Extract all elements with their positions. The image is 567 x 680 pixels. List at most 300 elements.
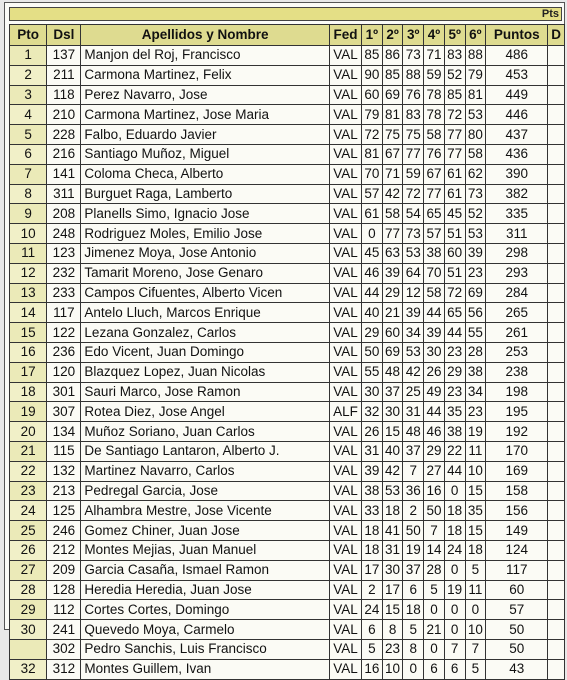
dsl-cell: 212 (47, 540, 81, 560)
dsl-cell: 128 (47, 580, 81, 600)
table-row (10, 422, 565, 442)
name-cell: Edo Vicent, Juan Domingo (81, 342, 330, 362)
name-cell: Garcia Casaña, Ismael Ramon (81, 560, 330, 580)
dsl-cell: 123 (47, 243, 81, 263)
round-1-cell: 32 (362, 402, 383, 422)
pto-cell: 7 (10, 164, 47, 184)
round-1-cell: 26 (362, 422, 383, 442)
round-4-cell: 71 (424, 46, 445, 66)
round-4-cell: 57 (424, 224, 445, 244)
table-row (10, 65, 565, 85)
name-cell: Quevedo Moya, Carmelo (81, 620, 330, 640)
round-4-cell: 78 (424, 105, 445, 125)
fed-cell: VAL (329, 184, 361, 204)
table-row (10, 461, 565, 481)
name-cell: Coloma Checa, Alberto (81, 164, 330, 184)
round-5-cell: 51 (444, 263, 465, 283)
dsl-cell: 233 (47, 283, 81, 303)
round-4-cell: 58 (424, 283, 445, 303)
round-5-cell: 24 (444, 540, 465, 560)
fed-cell: VAL (329, 164, 361, 184)
points-cell: 169 (486, 461, 548, 481)
round-4-cell: 44 (424, 303, 445, 323)
round-5-cell: 77 (444, 125, 465, 145)
round-5-cell: 18 (444, 521, 465, 541)
table-row (10, 105, 565, 125)
round-1-cell: 81 (362, 144, 383, 164)
table-row (10, 540, 565, 560)
dsl-cell: 120 (47, 362, 81, 382)
points-cell: 335 (486, 204, 548, 224)
round-6-cell: 28 (465, 342, 486, 362)
name-cell: Jimenez Moya, Jose Antonio (81, 243, 330, 263)
name-cell: Perez Navarro, Jose (81, 85, 330, 105)
name-cell: Cortes Cortes, Domingo (81, 600, 330, 620)
round-3-cell: 34 (403, 323, 424, 343)
round-3-cell: 59 (403, 164, 424, 184)
table-row (10, 125, 565, 145)
round-1-cell: 17 (362, 560, 383, 580)
table-row (10, 323, 565, 343)
points-cell: 198 (486, 382, 548, 402)
round-2-cell: 42 (382, 461, 403, 481)
fed-cell: VAL (329, 382, 361, 402)
pto-cell: 24 (10, 501, 47, 521)
round-1-cell: 33 (362, 501, 383, 521)
round-4-cell: 0 (424, 639, 445, 659)
fed-cell: VAL (329, 342, 361, 362)
pto-cell: 22 (10, 461, 47, 481)
fed-cell: VAL (329, 461, 361, 481)
d-cell (548, 283, 565, 303)
round-6-cell: 5 (465, 659, 486, 679)
pto-cell: 6 (10, 144, 47, 164)
dsl-cell: 132 (47, 461, 81, 481)
pto-cell: 12 (10, 263, 47, 283)
name-cell: Rodriguez Moles, Emilio Jose (81, 224, 330, 244)
fed-cell: VAL (329, 600, 361, 620)
round-5-cell: 52 (444, 65, 465, 85)
fed-cell: VAL (329, 441, 361, 461)
table-row (10, 342, 565, 362)
dsl-cell: 125 (47, 501, 81, 521)
round-6-cell: 19 (465, 422, 486, 442)
pto-cell: 10 (10, 224, 47, 244)
d-cell (548, 501, 565, 521)
round-1-cell: 45 (362, 243, 383, 263)
header-row (10, 25, 565, 46)
round-6-cell: 15 (465, 521, 486, 541)
round-6-cell: 5 (465, 560, 486, 580)
round-4-cell: 67 (424, 164, 445, 184)
round-4-cell: 49 (424, 382, 445, 402)
round-6-cell: 69 (465, 283, 486, 303)
round-5-cell: 35 (444, 402, 465, 422)
round-1-cell: 5 (362, 639, 383, 659)
fed-cell: VAL (329, 323, 361, 343)
round-5-cell: 0 (444, 560, 465, 580)
pto-cell: 16 (10, 342, 47, 362)
round-1-cell: 90 (362, 65, 383, 85)
table-row (10, 283, 565, 303)
fed-cell: VAL (329, 243, 361, 263)
round-2-cell: 42 (382, 184, 403, 204)
dsl-cell: 312 (47, 659, 81, 679)
round-4-cell: 21 (424, 620, 445, 640)
d-cell (548, 204, 565, 224)
table-row (10, 639, 565, 659)
d-cell (548, 481, 565, 501)
top-bar-label: Pts (541, 8, 559, 20)
round-2-cell: 69 (382, 85, 403, 105)
fed-cell: VAL (329, 521, 361, 541)
pto-cell: 30 (10, 620, 47, 640)
round-4-cell: 46 (424, 422, 445, 442)
round-5-cell: 6 (444, 659, 465, 679)
points-cell: 436 (486, 144, 548, 164)
dsl-cell: 211 (47, 65, 81, 85)
round-4-cell: 70 (424, 263, 445, 283)
round-2-cell: 69 (382, 342, 403, 362)
pto-cell: 5 (10, 125, 47, 145)
fed-cell: VAL (329, 501, 361, 521)
table-row (10, 580, 565, 600)
round-3-cell: 12 (403, 283, 424, 303)
header-round-3: 3º (403, 25, 424, 46)
round-2-cell: 18 (382, 501, 403, 521)
points-cell: 293 (486, 263, 548, 283)
round-2-cell: 10 (382, 659, 403, 679)
round-1-cell: 57 (362, 184, 383, 204)
dsl-cell: 307 (47, 402, 81, 422)
round-5-cell: 65 (444, 303, 465, 323)
table-row (10, 85, 565, 105)
pto-cell: 19 (10, 402, 47, 422)
table-row (10, 46, 565, 66)
round-3-cell: 18 (403, 600, 424, 620)
name-cell: Sauri Marco, Jose Ramon (81, 382, 330, 402)
round-4-cell: 27 (424, 461, 445, 481)
round-1-cell: 38 (362, 481, 383, 501)
dsl-cell: 241 (47, 620, 81, 640)
round-5-cell: 60 (444, 243, 465, 263)
dsl-cell: 122 (47, 323, 81, 343)
round-4-cell: 50 (424, 501, 445, 521)
d-cell (548, 639, 565, 659)
round-5-cell: 22 (444, 441, 465, 461)
round-6-cell: 56 (465, 303, 486, 323)
name-cell: Montes Mejias, Juan Manuel (81, 540, 330, 560)
fed-cell: VAL (329, 303, 361, 323)
points-cell: 124 (486, 540, 548, 560)
round-6-cell: 52 (465, 204, 486, 224)
round-6-cell: 73 (465, 184, 486, 204)
round-3-cell: 31 (403, 402, 424, 422)
fed-cell: VAL (329, 362, 361, 382)
points-cell: 265 (486, 303, 548, 323)
round-2-cell: 48 (382, 362, 403, 382)
points-cell: 298 (486, 243, 548, 263)
round-5-cell: 23 (444, 342, 465, 362)
round-2-cell: 67 (382, 144, 403, 164)
name-cell: Montes Guillem, Ivan (81, 659, 330, 679)
round-1-cell: 44 (362, 283, 383, 303)
points-cell: 284 (486, 283, 548, 303)
round-4-cell: 14 (424, 540, 445, 560)
points-cell: 192 (486, 422, 548, 442)
table-row (10, 382, 565, 402)
pto-cell: 28 (10, 580, 47, 600)
name-cell: Alhambra Mestre, Jose Vicente (81, 501, 330, 521)
round-1-cell: 39 (362, 461, 383, 481)
name-cell: Gomez Chiner, Juan Jose (81, 521, 330, 541)
round-4-cell: 6 (424, 659, 445, 679)
pto-cell: 27 (10, 560, 47, 580)
round-3-cell: 37 (403, 560, 424, 580)
table-row (10, 521, 565, 541)
round-4-cell: 26 (424, 362, 445, 382)
name-cell: Pedro Sanchis, Luis Francisco (81, 639, 330, 659)
name-cell: Heredia Heredia, Juan Jose (81, 580, 330, 600)
points-cell: 156 (486, 501, 548, 521)
round-4-cell: 28 (424, 560, 445, 580)
dsl-cell: 302 (47, 639, 81, 659)
fed-cell: VAL (329, 125, 361, 145)
dsl-cell: 228 (47, 125, 81, 145)
round-1-cell: 16 (362, 659, 383, 679)
d-cell (548, 105, 565, 125)
round-1-cell: 30 (362, 382, 383, 402)
name-cell: Antelo Lluch, Marcos Enrique (81, 303, 330, 323)
header-points: Puntos (486, 25, 548, 46)
round-2-cell: 77 (382, 224, 403, 244)
points-cell: 486 (486, 46, 548, 66)
round-6-cell: 62 (465, 164, 486, 184)
d-cell (548, 243, 565, 263)
fed-cell: VAL (329, 540, 361, 560)
round-4-cell: 30 (424, 342, 445, 362)
round-5-cell: 19 (444, 580, 465, 600)
round-6-cell: 80 (465, 125, 486, 145)
round-4-cell: 16 (424, 481, 445, 501)
table-row (10, 441, 565, 461)
round-5-cell: 0 (444, 600, 465, 620)
name-cell: Muñoz Soriano, Juan Carlos (81, 422, 330, 442)
round-3-cell: 36 (403, 481, 424, 501)
round-1-cell: 18 (362, 540, 383, 560)
table-row (10, 184, 565, 204)
points-cell: 60 (486, 580, 548, 600)
points-cell: 390 (486, 164, 548, 184)
points-cell: 446 (486, 105, 548, 125)
d-cell (548, 540, 565, 560)
header-round-5: 5º (444, 25, 465, 46)
round-6-cell: 15 (465, 481, 486, 501)
pto-cell: 11 (10, 243, 47, 263)
name-cell: Burguet Raga, Lamberto (81, 184, 330, 204)
d-cell (548, 600, 565, 620)
fed-cell: VAL (329, 85, 361, 105)
round-5-cell: 18 (444, 501, 465, 521)
name-cell: Rotea Diez, Jose Angel (81, 402, 330, 422)
dsl-cell: 115 (47, 441, 81, 461)
points-cell: 50 (486, 620, 548, 640)
round-4-cell: 78 (424, 85, 445, 105)
pto-cell: 4 (10, 105, 47, 125)
results-table (9, 24, 565, 680)
round-2-cell: 60 (382, 323, 403, 343)
round-5-cell: 23 (444, 382, 465, 402)
round-6-cell: 11 (465, 441, 486, 461)
d-cell (548, 65, 565, 85)
round-3-cell: 2 (403, 501, 424, 521)
fed-cell: VAL (329, 263, 361, 283)
d-cell (548, 303, 565, 323)
table-row (10, 402, 565, 422)
table-row (10, 362, 565, 382)
name-cell: Blazquez Lopez, Juan Nicolas (81, 362, 330, 382)
round-1-cell: 70 (362, 164, 383, 184)
round-3-cell: 5 (403, 620, 424, 640)
fed-cell: VAL (329, 481, 361, 501)
pto-cell: 8 (10, 184, 47, 204)
dsl-cell: 213 (47, 481, 81, 501)
round-4-cell: 65 (424, 204, 445, 224)
table-row (10, 481, 565, 501)
round-1-cell: 61 (362, 204, 383, 224)
round-2-cell: 15 (382, 600, 403, 620)
name-cell: Carmona Martinez, Felix (81, 65, 330, 85)
pto-cell: 20 (10, 422, 47, 442)
round-2-cell: 75 (382, 125, 403, 145)
round-1-cell: 72 (362, 125, 383, 145)
round-5-cell: 38 (444, 422, 465, 442)
d-cell (548, 144, 565, 164)
name-cell: Santiago Muñoz, Miguel (81, 144, 330, 164)
d-cell (548, 521, 565, 541)
round-3-cell: 42 (403, 362, 424, 382)
dsl-cell: 117 (47, 303, 81, 323)
round-1-cell: 79 (362, 105, 383, 125)
round-1-cell: 2 (362, 580, 383, 600)
header-round-1: 1º (362, 25, 383, 46)
round-3-cell: 73 (403, 224, 424, 244)
pto-cell: 14 (10, 303, 47, 323)
pto-cell: 23 (10, 481, 47, 501)
dsl-cell: 208 (47, 204, 81, 224)
round-6-cell: 55 (465, 323, 486, 343)
dsl-cell: 232 (47, 263, 81, 283)
round-4-cell: 38 (424, 243, 445, 263)
round-6-cell: 11 (465, 580, 486, 600)
table-row (10, 144, 565, 164)
dsl-cell: 137 (47, 46, 81, 66)
round-3-cell: 75 (403, 125, 424, 145)
pto-cell: 17 (10, 362, 47, 382)
round-6-cell: 53 (465, 105, 486, 125)
round-5-cell: 61 (444, 184, 465, 204)
round-5-cell: 72 (444, 283, 465, 303)
pto-cell: 1 (10, 46, 47, 66)
pto-cell: 21 (10, 441, 47, 461)
table-row (10, 243, 565, 263)
round-3-cell: 53 (403, 243, 424, 263)
round-1-cell: 55 (362, 362, 383, 382)
points-cell: 195 (486, 402, 548, 422)
round-5-cell: 44 (444, 461, 465, 481)
round-1-cell: 24 (362, 600, 383, 620)
dsl-cell: 301 (47, 382, 81, 402)
header-round-4: 4º (424, 25, 445, 46)
d-cell (548, 461, 565, 481)
points-cell: 238 (486, 362, 548, 382)
header-name: Apellidos y Nombre (81, 25, 330, 46)
round-2-cell: 30 (382, 402, 403, 422)
fed-cell: VAL (329, 283, 361, 303)
round-5-cell: 44 (444, 323, 465, 343)
round-2-cell: 85 (382, 65, 403, 85)
round-5-cell: 0 (444, 481, 465, 501)
round-3-cell: 64 (403, 263, 424, 283)
dsl-cell: 141 (47, 164, 81, 184)
points-cell: 43 (486, 659, 548, 679)
fed-cell: VAL (329, 144, 361, 164)
top-bar (9, 7, 562, 21)
pto-cell: 13 (10, 283, 47, 303)
round-3-cell: 39 (403, 303, 424, 323)
round-2-cell: 41 (382, 521, 403, 541)
round-3-cell: 73 (403, 46, 424, 66)
round-4-cell: 44 (424, 402, 445, 422)
round-6-cell: 18 (465, 540, 486, 560)
round-4-cell: 29 (424, 441, 445, 461)
name-cell: Pedregal Garcia, Jose (81, 481, 330, 501)
table-row (10, 560, 565, 580)
round-2-cell: 71 (382, 164, 403, 184)
round-2-cell: 8 (382, 620, 403, 640)
round-6-cell: 79 (465, 65, 486, 85)
d-cell (548, 441, 565, 461)
pto-cell: 3 (10, 85, 47, 105)
fed-cell: VAL (329, 46, 361, 66)
dsl-cell: 236 (47, 342, 81, 362)
round-3-cell: 37 (403, 441, 424, 461)
round-1-cell: 85 (362, 46, 383, 66)
round-1-cell: 40 (362, 303, 383, 323)
round-2-cell: 29 (382, 283, 403, 303)
d-cell (548, 560, 565, 580)
dsl-cell: 216 (47, 144, 81, 164)
round-3-cell: 83 (403, 105, 424, 125)
round-4-cell: 59 (424, 65, 445, 85)
round-3-cell: 50 (403, 521, 424, 541)
round-2-cell: 23 (382, 639, 403, 659)
header-fed: Fed (329, 25, 361, 46)
pto-cell (10, 639, 47, 659)
round-2-cell: 53 (382, 481, 403, 501)
header-d: D (548, 25, 565, 46)
round-6-cell: 81 (465, 85, 486, 105)
round-1-cell: 6 (362, 620, 383, 640)
round-5-cell: 83 (444, 46, 465, 66)
fed-cell: VAL (329, 204, 361, 224)
table-row (10, 303, 565, 323)
round-3-cell: 7 (403, 461, 424, 481)
d-cell (548, 125, 565, 145)
fed-cell: VAL (329, 580, 361, 600)
points-cell: 117 (486, 560, 548, 580)
d-cell (548, 659, 565, 679)
